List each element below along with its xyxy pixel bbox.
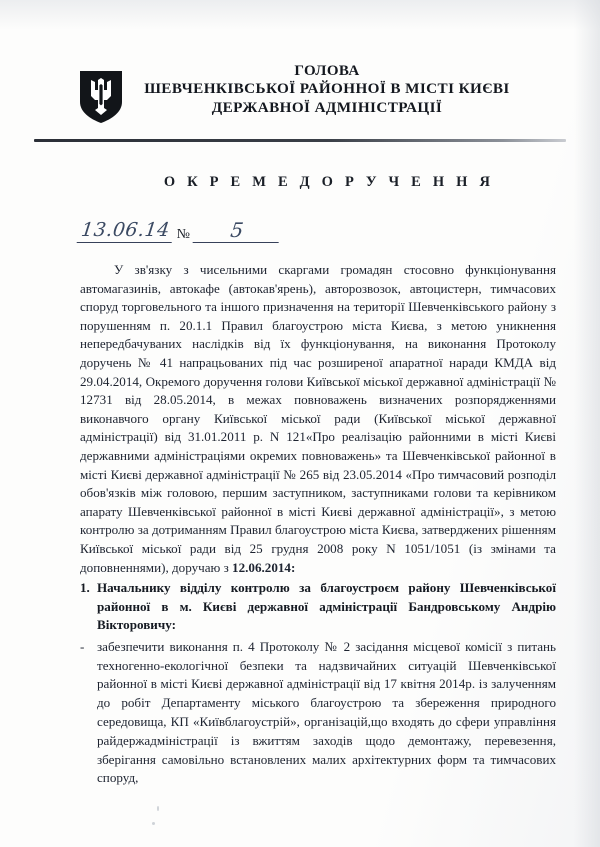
numbered-item-1 <box>80 579 556 635</box>
org-title-line-3: ДЕРЖАВНОЇ АДМІНІСТРАЦІЇ <box>211 98 443 116</box>
bullet-item-1-text: забезпечити виконання п. 4 Протоколу № 2 засідання місцевої комісії з питань техногенно-екологічної безпеки та надзвичайних ситуацій Шевченківської районної в місті Києві державної адміністрації від 17 квітня 2014р. із залученням до робіт Департаменту міського благоустрою та збереження природного середовища, КП «Київблагоустрій», організацій,що входять до сфери управління райдержадміністрації із вжиттям заходів щодо демонтажу, перевезення, зберігання самовільно встановлених малих архітектурних форм та тимчасових споруд, <box>97 638 556 786</box>
letterhead <box>0 0 600 124</box>
registration-number-label: № <box>176 227 190 242</box>
organization-titles <box>98 62 566 117</box>
bullet-item-1 <box>80 638 556 788</box>
scan-speck <box>152 822 155 825</box>
paragraph-1-text: У зв'язку з чисельними скаргами громадян стосовно функціонування автомагазинів, автокафе (автокав'ярень), авторозвозок, автоцистерн, тимчасових споруд торговельного та іншого призначення на території Шевченківського району з порушенням п. 20.1.1 Правил благоустрою міста Києва, з метою уникнення непередбачуваних наслідків від їх функціонування, на виконання Протоколу доручень № 41 напрацьованих під час розширеної апаратної наради КМДА від 29.04.2014, Окремого доручення голови Київської міської державної адміністрації № 12731 від 28.05.2014, в межах повноважень визначених розпорядженнями виконавчого органу Київської міської ради (Київської міської державної адміністрації) від 31.01.2011 р. N 121«Про реалізацію районними в місті Києві державними адміністраціями окремих повноважень» та Шевченківської районної в місті Києві державної адміністрації № 265 від 23.05.2014 «Про тимчасовий розподіл обов'язків між головою, першим заступником, заступниками голови та керівником апарату Шевченківської районної в місті Києві державної адміністрації», з метою контролю за дотриманням Правил благоустрою міста Києва, затверджених рішенням Київської міської ради від 25 грудня 2008 року N 1051/1051 (із змінами та доповненнями), доручаю з <box>80 262 556 575</box>
body-paragraph-1 <box>80 261 556 577</box>
document-body <box>0 243 600 788</box>
numbered-item-1-marker: 1. <box>80 580 90 596</box>
horizontal-rule <box>34 139 566 142</box>
registration-line <box>0 209 600 243</box>
numbered-item-1-text: Начальнику відділу контролю за благоустроєм району Шевченківської районної в м. Києві державної адміністрації Бандровському Андрію Вікторовичу: <box>97 580 556 633</box>
org-title-line-2: ШЕВЧЕНКІВСЬКОЇ РАЙОННОЇ В МІСТІ КИЄВІ <box>144 80 510 98</box>
letterhead-divider <box>0 139 600 142</box>
org-title-line-1: ГОЛОВА <box>294 63 360 79</box>
paragraph-1-effective-date: 12.06.2014: <box>232 559 296 575</box>
document-title: О К Р Е М Е Д О Р У Ч Е Н Н Я <box>163 174 495 190</box>
bullet-item-1-marker: - <box>80 638 85 654</box>
registration-date-handwritten: 13.06.14 <box>77 221 174 243</box>
registration-number-handwritten: 5 <box>193 220 282 243</box>
scan-speck <box>157 806 159 811</box>
